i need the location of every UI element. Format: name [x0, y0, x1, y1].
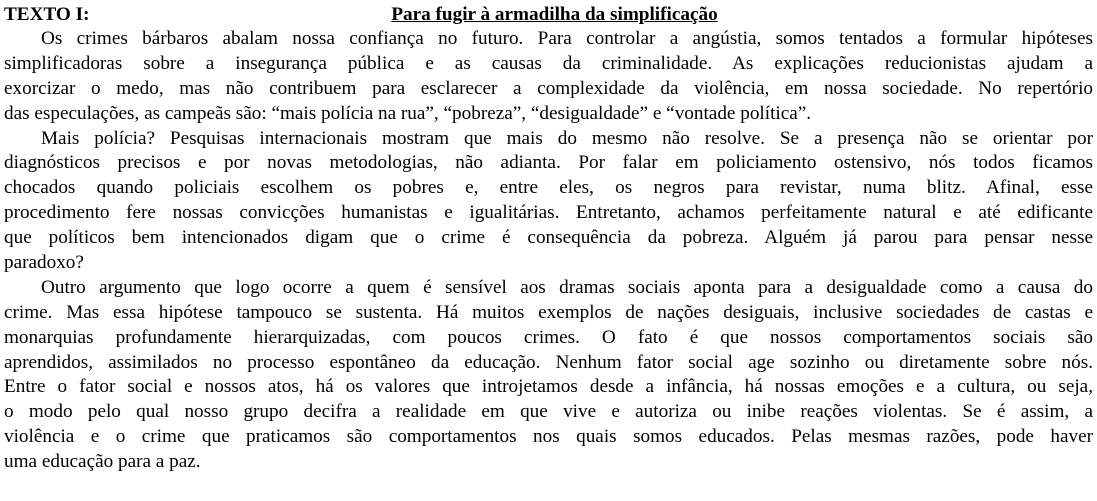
paragraph-line: procedimento fere nossas convicções humanistas e igualitárias. Entretanto, achamos perfeitamente natural e até edificante: [4, 202, 1093, 224]
paragraph-line: o modo pelo qual nosso grupo decifra a realidade em que vive e autoriza ou inibe reações violentas. Se é assim, a: [4, 401, 1093, 423]
paragraph-line: chocados quando policiais escolhem os pobres e, entre eles, os negros para revistar, numa blitz. Afinal, esse: [4, 177, 1093, 199]
document: [4, 2, 1093, 475]
paragraph-line: simplificadoras sobre a insegurança pública e as causas da criminalidade. As explicações reducionistas ajudam a: [4, 52, 1093, 74]
paragraph-line: crime. Mas essa hipótese tampouco se sustenta. Há muitos exemplos de nações desiguais, inclusive sociedades de castas e: [4, 301, 1093, 323]
paragraph: [4, 127, 1093, 276]
paragraph-line: diagnósticos precisos e por novas metodologias, não adianta. Por falar em policiamento ostensivo, nós todos ficamos: [4, 152, 1093, 174]
paragraph-line: que políticos bem intencionados digam que o crime é consequência da pobreza. Alguém já parou para pensar nesse: [4, 227, 1093, 249]
paragraph-line: exorcizar o medo, mas não contribuem para esclarecer a complexidade da violência, em nossa sociedade. No repertório: [4, 77, 1093, 99]
paragraph-line: Outro argumento que logo ocorre a quem é sensível aos dramas sociais aponta para a desigualdade como a causa do: [41, 276, 1093, 298]
paragraph: [4, 276, 1093, 475]
paragraph-line: paradoxo?: [4, 252, 84, 274]
paragraph-line: aprendidos, assimilados no processo espontâneo da educação. Nenhum fator social age sozinho ou diretamente sobre nós.: [4, 351, 1093, 373]
text-label: TEXTO I:: [4, 4, 90, 25]
document-header: [4, 2, 1093, 27]
paragraph-line: uma educação para a paz.: [4, 451, 201, 473]
document-title: Para fugir à armadilha da simplificação: [391, 4, 718, 25]
paragraph-line: Mais polícia? Pesquisas internacionais mostram que mais do mesmo não resolve. Se a presença não se orientar por: [41, 127, 1093, 149]
paragraph-line: monarquias profundamente hierarquizadas, com poucos crimes. O fato é que nossos comportamentos sociais são: [4, 326, 1093, 348]
paragraph-line: violência e o crime que praticamos são comportamentos nos quais somos educados. Pelas mesmas razões, pode haver: [4, 426, 1093, 448]
paragraph-line: Os crimes bárbaros abalam nossa confiança no futuro. Para controlar a angústia, somos tentados a formular hipóteses: [41, 28, 1093, 49]
document-body: [4, 27, 1093, 475]
paragraph: [4, 27, 1093, 127]
paragraph-line: das especulações, as campeãs são: “mais polícia na rua”, “pobreza”, “desigualdade” e “vontade política”.: [4, 102, 812, 124]
paragraph-line: Entre o fator social e nossos atos, há os valores que introjetamos desde a infância, há nossas emoções e a cultura, ou seja,: [4, 376, 1093, 398]
